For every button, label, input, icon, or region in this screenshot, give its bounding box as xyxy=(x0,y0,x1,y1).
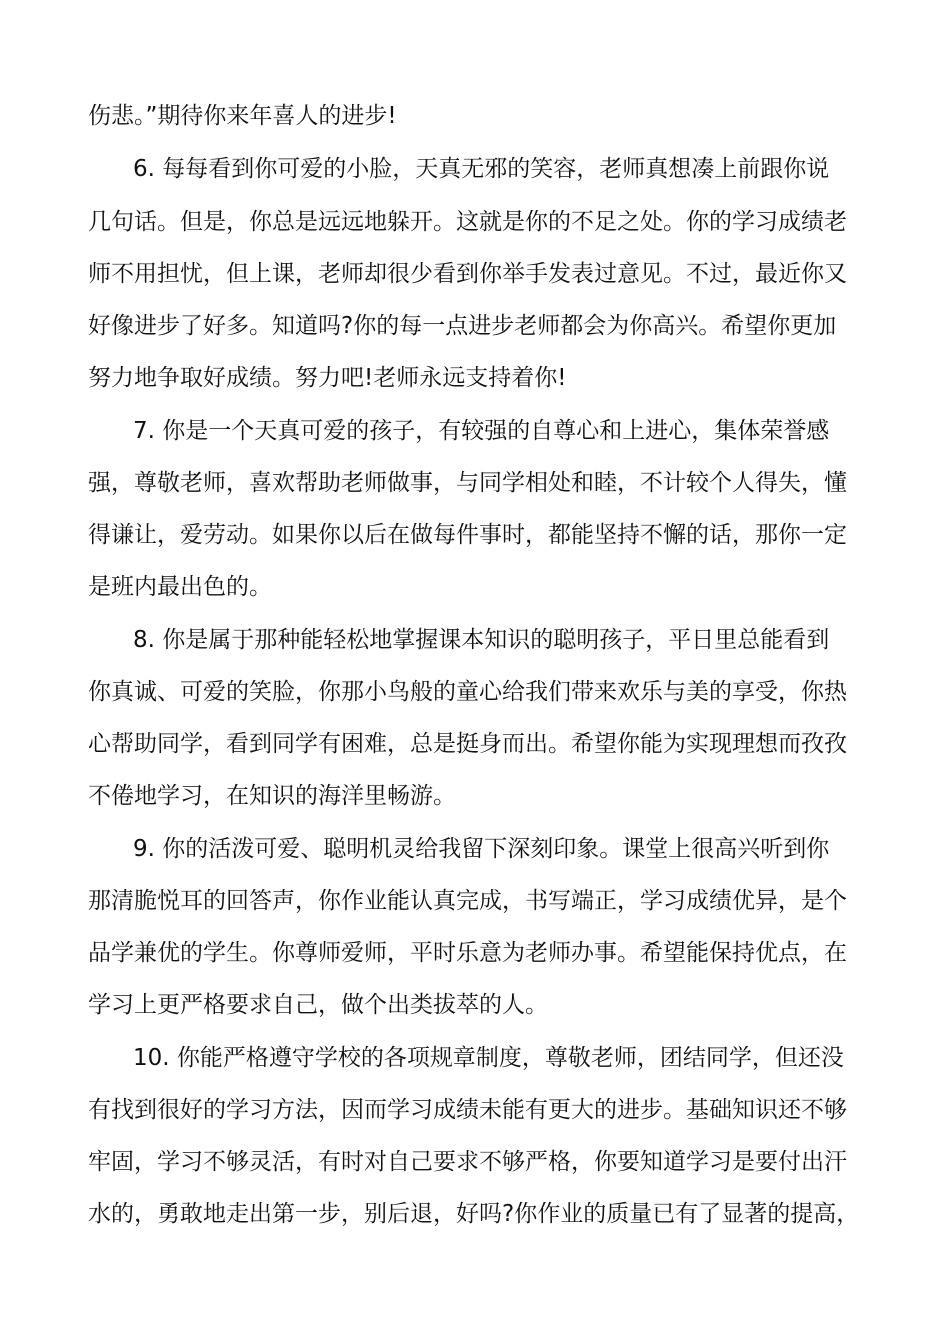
paragraph-6-line: 6. 每每看到你可爱的小脸，天真无邪的笑容，老师真想凑上前跟你说 xyxy=(133,156,830,182)
text-line: 品学兼优的学生。你尊师爱师，平时乐意为老师办事。希望能保持优点，在 xyxy=(88,940,847,966)
text-line: 有找到很好的学习方法，因而学习成绩未能有更大的进步。基础知识还不够 xyxy=(88,1097,847,1123)
paragraph-10-line: 10. 你能严格遵守学校的各项规章制度，尊敬老师，团结同学，但还没 xyxy=(133,1045,844,1071)
text-line: 学习上更严格要求自己，做个出类拔萃的人。 xyxy=(88,992,548,1018)
paragraph-8-line: 8. 你是属于那种能轻松地掌握课本知识的聪明孩子，平日里总能看到 xyxy=(133,627,830,653)
text-line: 不倦地学习，在知识的海洋里畅游。 xyxy=(88,783,456,809)
text-line: 那清脆悦耳的回答声，你作业能认真完成，书写端正，学习成绩优异，是个 xyxy=(88,888,847,914)
text-line: 努力地争取好成绩。努力吧!老师永远支持着你! xyxy=(88,365,567,391)
text-line: 是班内最出色的。 xyxy=(88,574,272,600)
text-line: 师不用担忧，但上课，老师却很少看到你举手发表过意见。不过，最近你又 xyxy=(88,261,847,287)
text-line: 牢固，学习不够灵活，有时对自己要求不够严格，你要知道学习是要付出汗 xyxy=(88,1149,847,1175)
text-line: 强，尊敬老师，喜欢帮助老师做事，与同学相处和睦，不计较个人得失，懂 xyxy=(88,470,847,496)
text-line: 得谦让，爱劳动。如果你以后在做每件事时，都能坚持不懈的话，那你一定 xyxy=(88,522,847,548)
text-line: 水的，勇敢地走出第一步，别后退，好吗?你作业的质量已有了显著的提高， xyxy=(88,1201,860,1227)
text-line: 好像进步了好多。知道吗?你的每一点进步老师都会为你高兴。希望你更加 xyxy=(88,313,837,339)
text-line: 你真诚、可爱的笑脸，你那小鸟般的童心给我们带来欢乐与美的享受，你热 xyxy=(88,679,847,705)
text-line: 几句话。但是，你总是远远地躲开。这就是你的不足之处。你的学习成绩老 xyxy=(88,209,847,235)
paragraph-7-line: 7. 你是一个天真可爱的孩子，有较强的自尊心和上进心，集体荣誉感 xyxy=(133,418,830,444)
text-line: 心帮助同学，看到同学有困难，总是挺身而出。希望你能为实现理想而孜孜 xyxy=(88,731,847,757)
text-line: 伤悲。”期待你来年喜人的进步! xyxy=(88,103,397,129)
paragraph-9-line: 9. 你的活泼可爱、聪明机灵给我留下深刻印象。课堂上很高兴听到你 xyxy=(133,836,830,862)
